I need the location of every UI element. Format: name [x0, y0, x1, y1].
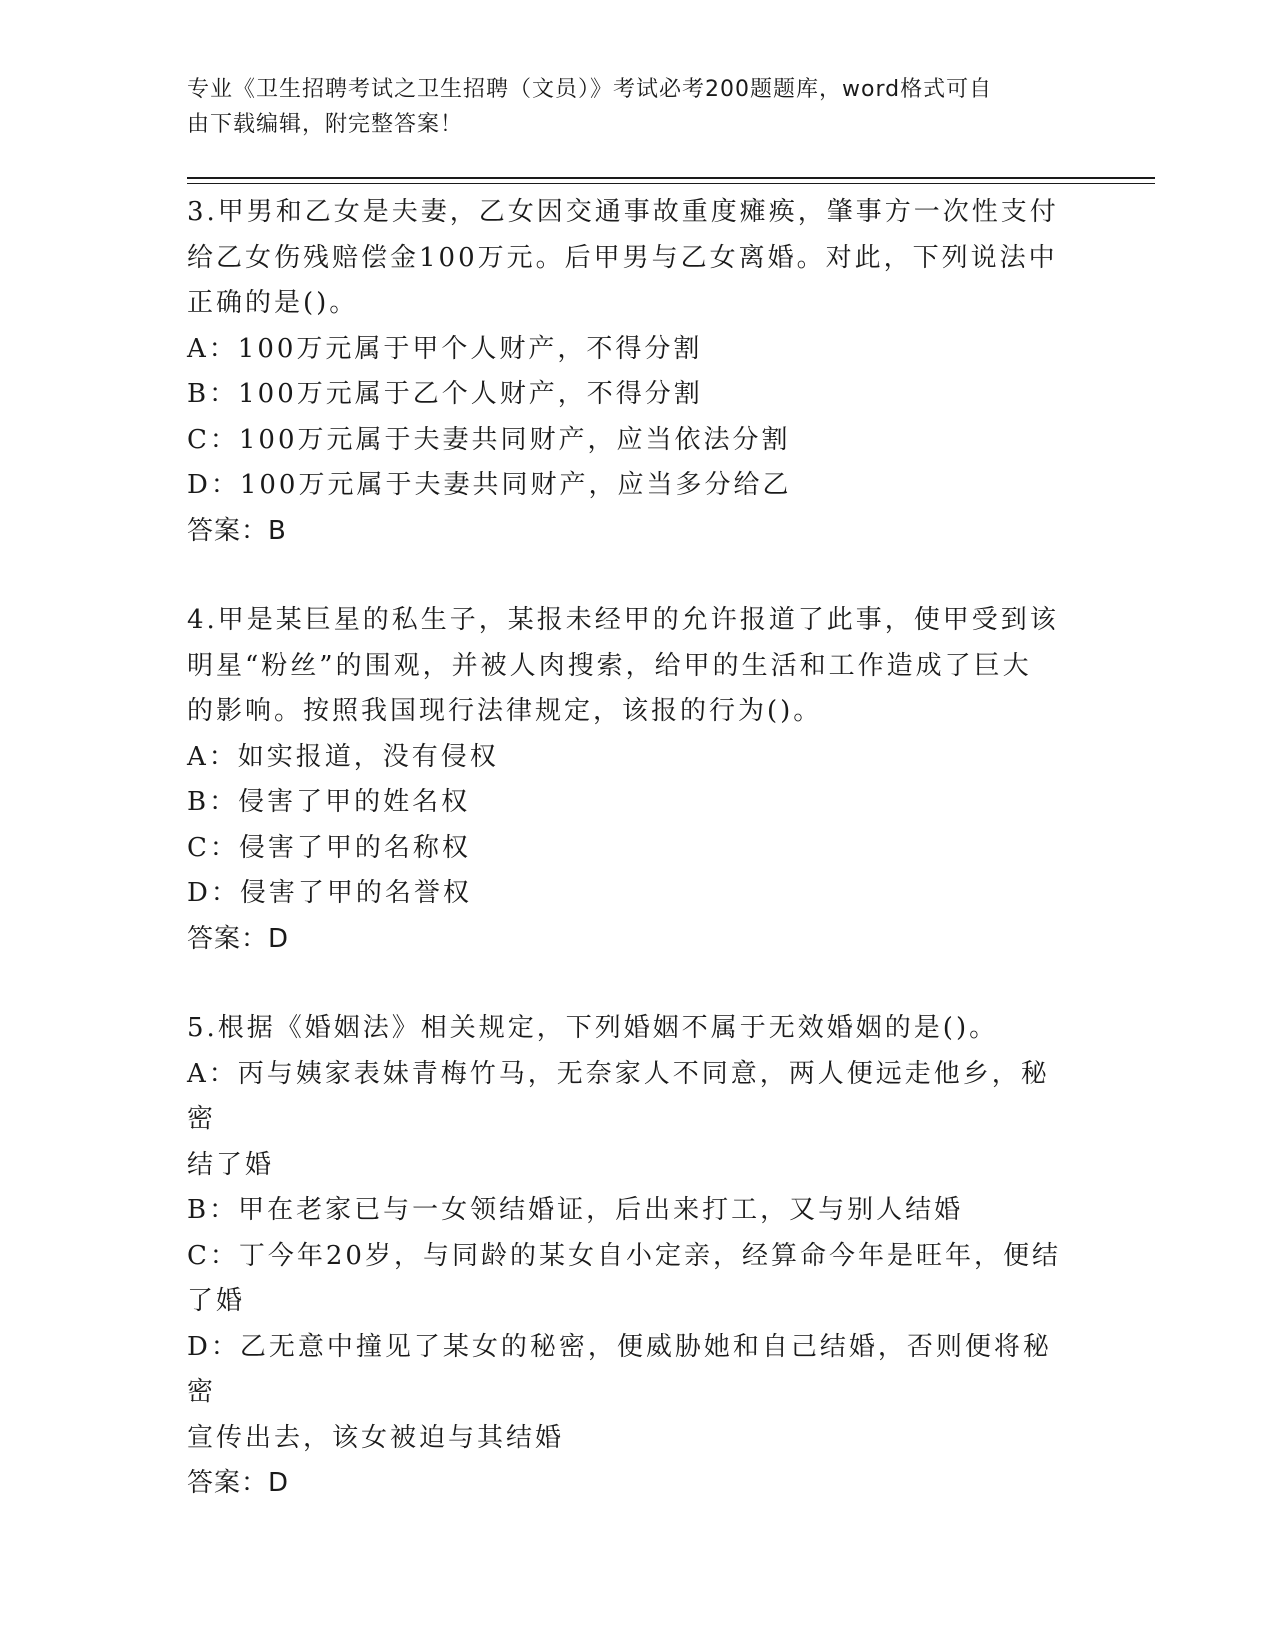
question-stem-line: 明星“粉丝”的围观，并被人肉搜索，给甲的生活和工作造成了巨大 [187, 650, 1032, 681]
question-stem-line: 给乙女伤残赔偿金100万元。后甲男与乙女离婚。对此，下列说法中 [187, 242, 1058, 273]
option-c: C：丁今年20岁，与同龄的某女自小定亲，经算命今年是旺年，便结 [187, 1240, 1061, 1271]
answer-label: 答案：D [187, 1468, 290, 1498]
option-a: A：丙与姨家表妹青梅竹马，无奈家人不同意，两人便远走他乡，秘密 [187, 1058, 1050, 1134]
header-divider-thin [187, 183, 1155, 184]
question-3 [187, 190, 1067, 554]
option-d: D：乙无意中撞见了某女的秘密，便威胁她和自己结婚，否则便将秘密 [187, 1331, 1052, 1407]
question-stem-line: 正确的是()。 [187, 288, 359, 318]
question-4 [187, 598, 1067, 962]
option-b: B：侵害了甲的姓名权 [187, 787, 471, 817]
header-line-2: 由下载编辑，附完整答案！ [187, 112, 464, 137]
question-stem-line: 5.根据《婚姻法》相关规定，下列婚姻不属于无效婚姻的是()。 [187, 1013, 999, 1043]
option-d: D：侵害了甲的名誉权 [187, 878, 472, 908]
document-header [187, 72, 1067, 142]
option-b: B：100万元属于乙个人财产，不得分割 [187, 379, 703, 409]
option-a: A：100万元属于甲个人财产，不得分割 [187, 333, 703, 364]
header-line-1: 专业《卫生招聘考试之卫生招聘（文员）》考试必考200题题库，word格式可自 [187, 77, 993, 102]
option-d: D：100万元属于夫妻共同财产，应当多分给乙 [187, 470, 792, 500]
option-c: C：100万元属于夫妻共同财产，应当依法分割 [187, 424, 791, 455]
question-stem-line: 的影响。按照我国现行法律规定，该报的行为()。 [187, 696, 823, 726]
question-stem-line: 3.甲男和乙女是夫妻，乙女因交通事故重度瘫痪，肇事方一次性支付 [187, 197, 1059, 227]
option-a-continued: 结了婚 [187, 1149, 275, 1180]
question-stem-line: 4.甲是某巨星的私生子，某报未经甲的允许报道了此事，使甲受到该 [187, 605, 1059, 635]
answer-label: 答案：B [187, 515, 287, 546]
answer-label: 答案：D [187, 923, 290, 954]
header-divider-thick [187, 177, 1155, 179]
question-5 [187, 1006, 1067, 1507]
option-c-continued: 了婚 [187, 1286, 246, 1316]
option-a: A：如实报道，没有侵权 [187, 741, 499, 772]
option-c: C：侵害了甲的名称权 [187, 832, 471, 863]
option-d-continued: 宣传出去，该女被迫与其结婚 [187, 1422, 565, 1453]
option-b: B：甲在老家已与一女领结婚证，后出来打工，又与别人结婚 [187, 1195, 964, 1225]
